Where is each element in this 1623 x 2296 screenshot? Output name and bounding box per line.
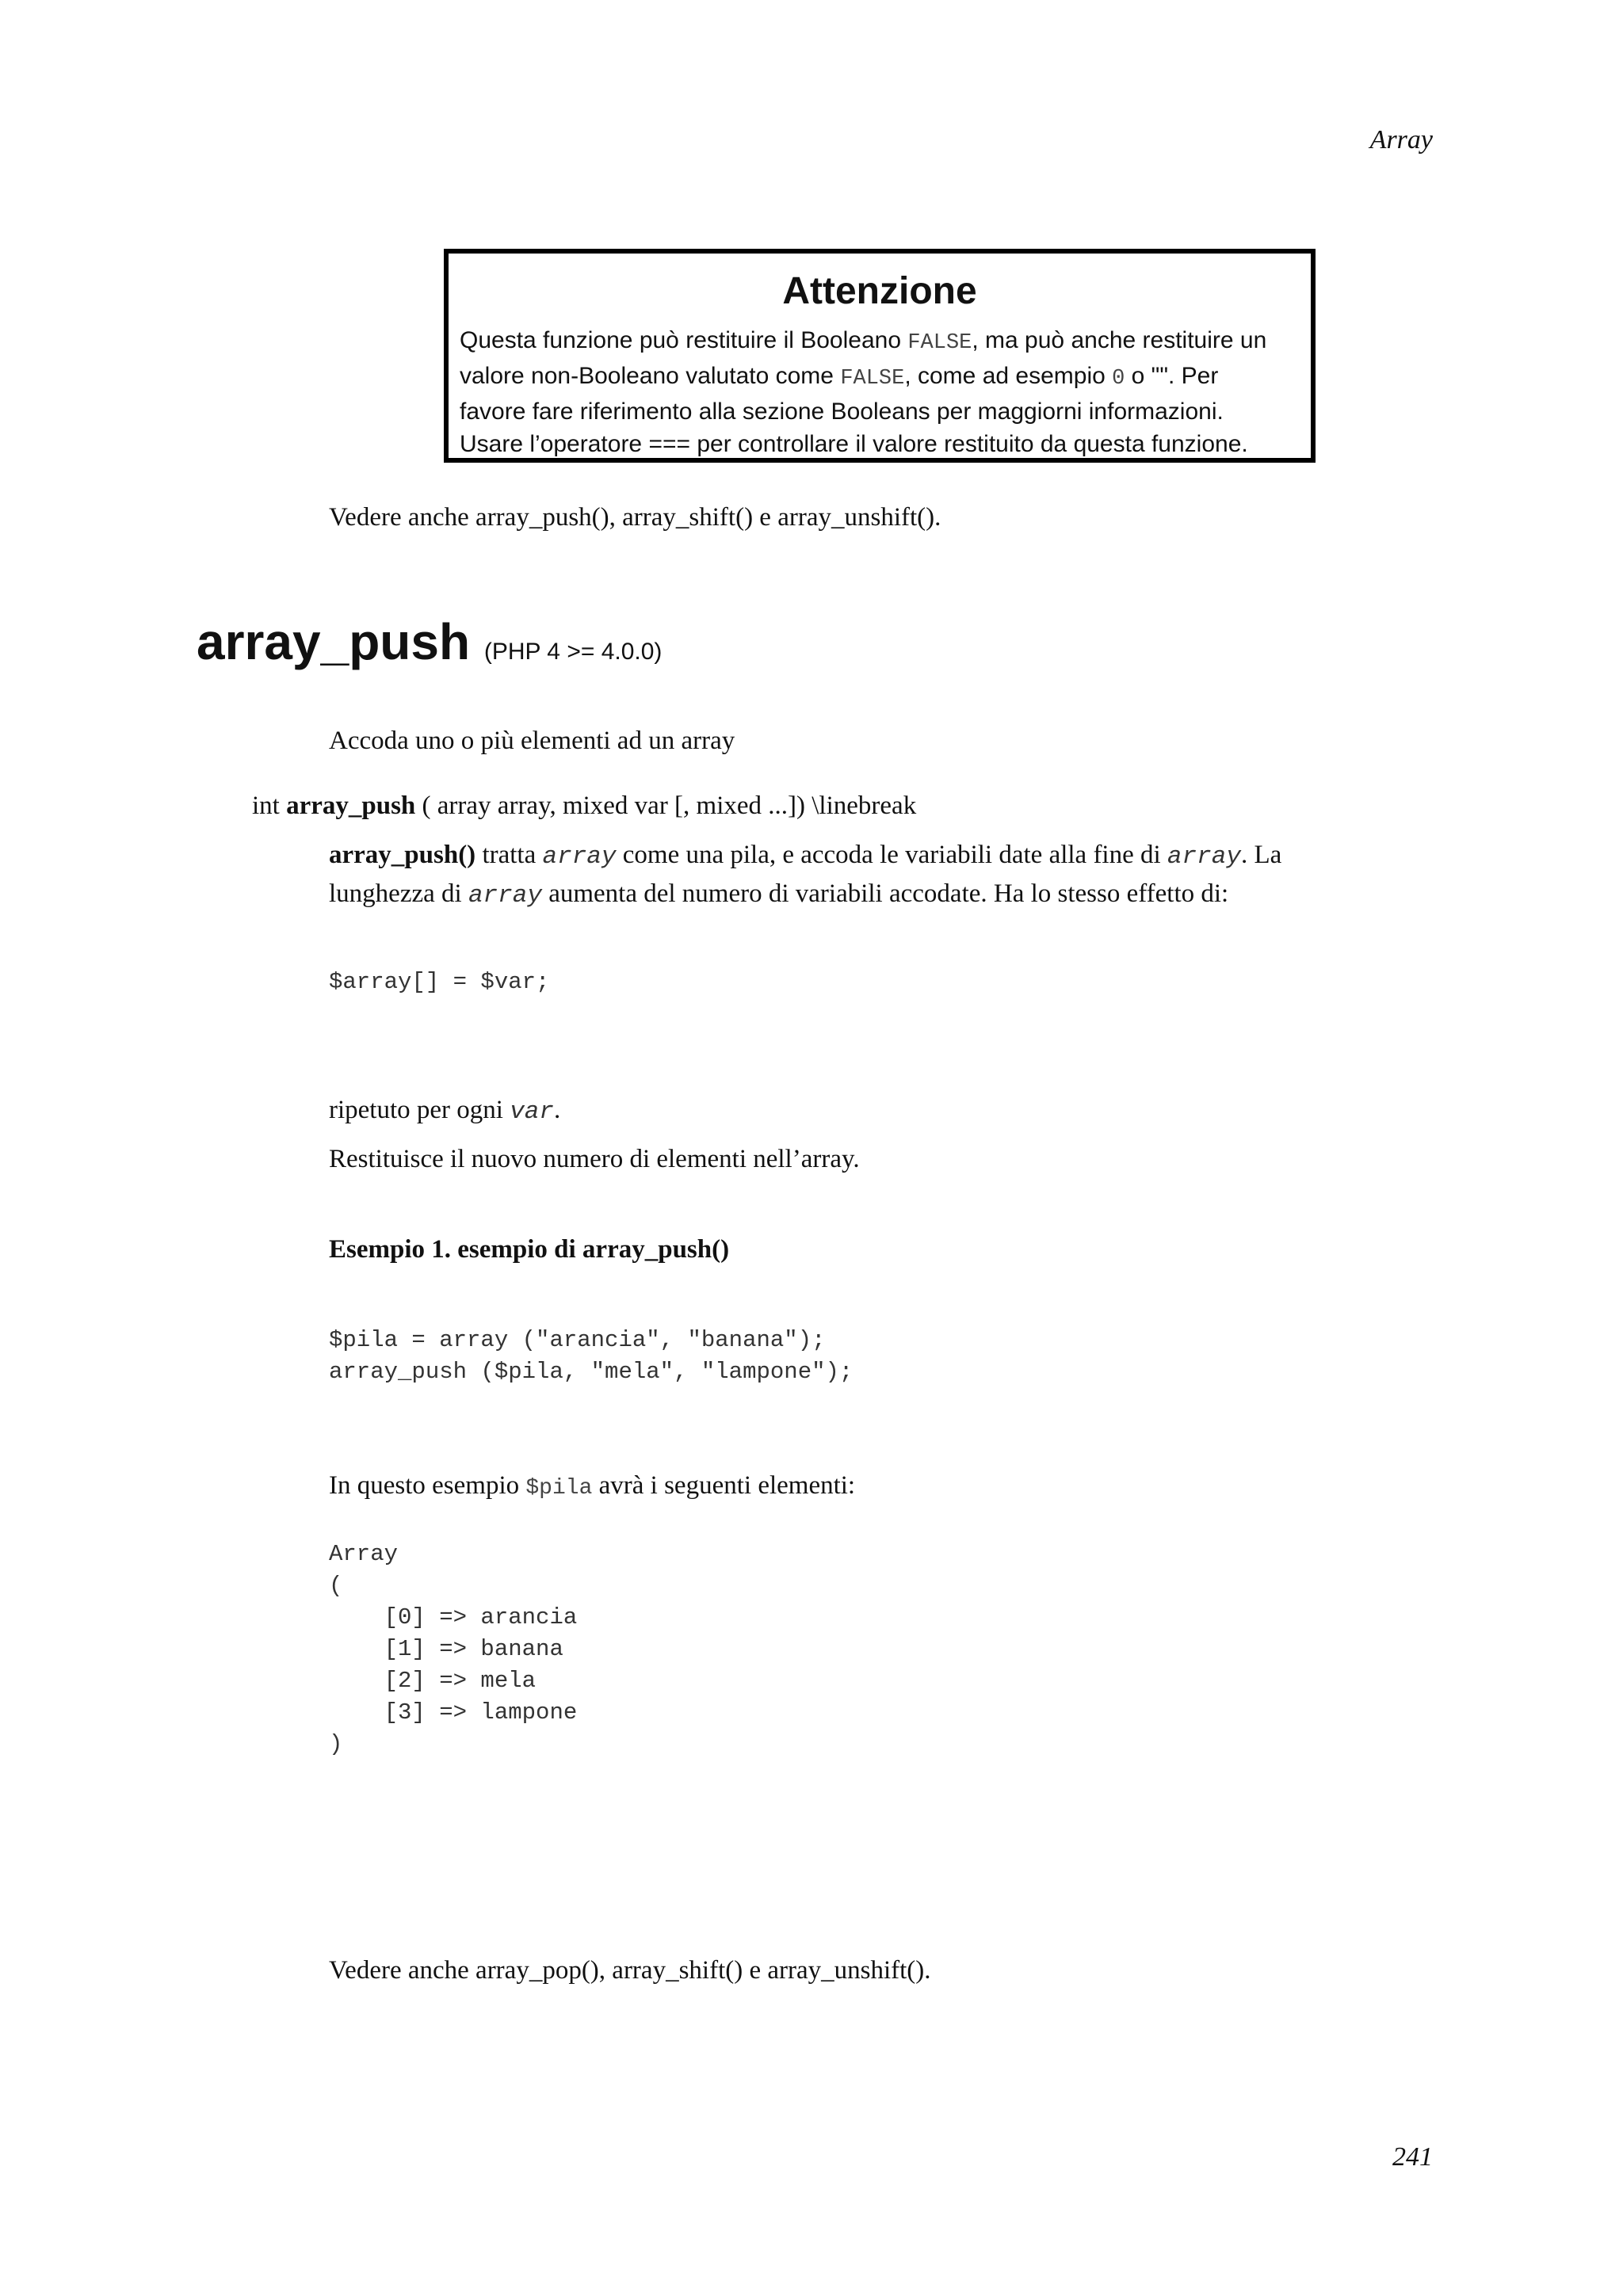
repeat-text: ripetuto per ogni [329, 1096, 510, 1124]
result-text: avrà i seguenti elementi: [592, 1471, 856, 1500]
result-text: In questo esempio [329, 1471, 526, 1500]
function-description [329, 837, 1359, 914]
example-result-note [329, 1467, 855, 1507]
param-array: array [468, 882, 542, 910]
example-output: Array ( [0] => arancia [1] => banana [2] => mela [3] => lampone ) [329, 1541, 578, 1757]
signature-params: ( array array, mixed var [, mixed ...]) \linebreak [415, 791, 917, 820]
param-array: array [1167, 843, 1241, 871]
param-var: var [510, 1098, 555, 1126]
var-pila: $pila [525, 1476, 593, 1501]
function-name: array_push [197, 613, 471, 670]
see-also-bottom: Vedere anche array_pop(), array_shift() e array_unshift(). [329, 1956, 931, 1985]
code-equivalent: $array[] = $var; [329, 969, 550, 995]
warning-text [460, 324, 1300, 460]
description-text: tratta [475, 841, 543, 869]
repeat-text: . [554, 1096, 561, 1124]
warning-line-3: favore fare riferimento alla sezione Booleans per maggiorni informazioni. [460, 398, 1224, 425]
see-also-top: Vedere anche array_push(), array_shift() e array_unshift(). [329, 503, 941, 532]
page-number: 241 [1392, 2142, 1433, 2172]
description-fn: array_push() [329, 841, 476, 869]
warning-title: Attenzione [782, 270, 977, 312]
warning-text-segment: valore non-Booleano valutato come [460, 362, 841, 389]
description-text: . La [1240, 841, 1282, 869]
description-text: come una pila, e accoda le variabili date alla fine di [616, 841, 1167, 869]
function-title [197, 613, 663, 670]
code-false: FALSE [840, 366, 905, 391]
function-summary: Accoda uno o più elementi ad un array [329, 727, 735, 755]
example-code: $pila = array ("arancia", "banana"); array_push ($pila, "mela", "lampone"); [329, 1327, 854, 1385]
warning-text-segment: , come ad esempio [904, 362, 1113, 389]
function-version: (PHP 4 >= 4.0.0) [483, 639, 663, 665]
code-zero: 0 [1112, 366, 1125, 391]
param-array: array [542, 843, 617, 871]
function-signature [252, 788, 916, 824]
example-title: Esempio 1. esempio di array_push() [329, 1235, 730, 1264]
warning-line-1 [460, 324, 1300, 360]
warning-line-4: Usare l’operatore === per controllare il valore restituito da questa funzione. [460, 430, 1248, 457]
warning-text-segment: o "". Per [1125, 362, 1219, 389]
warning-text-segment: , ma può anche restituire un [972, 326, 1267, 353]
warning-box [444, 249, 1316, 463]
warning-line-2 [460, 360, 1300, 395]
description-text: aumenta del numero di variabili accodate. Ha lo stesso effetto di: [541, 879, 1229, 908]
signature-name: array_push [286, 791, 416, 820]
description-text: lunghezza di [329, 879, 468, 908]
warning-text-segment: Questa funzione può restituire il Booleano [460, 326, 908, 353]
running-header: Array [1369, 125, 1433, 154]
signature-return-type: int [252, 791, 287, 820]
code-false: FALSE [907, 330, 972, 355]
description-line-2 [329, 875, 1359, 914]
repeat-note [329, 1092, 560, 1131]
return-value-note: Restituisce il nuovo numero di elementi nell’array. [329, 1145, 860, 1173]
description-line-1 [329, 837, 1359, 875]
